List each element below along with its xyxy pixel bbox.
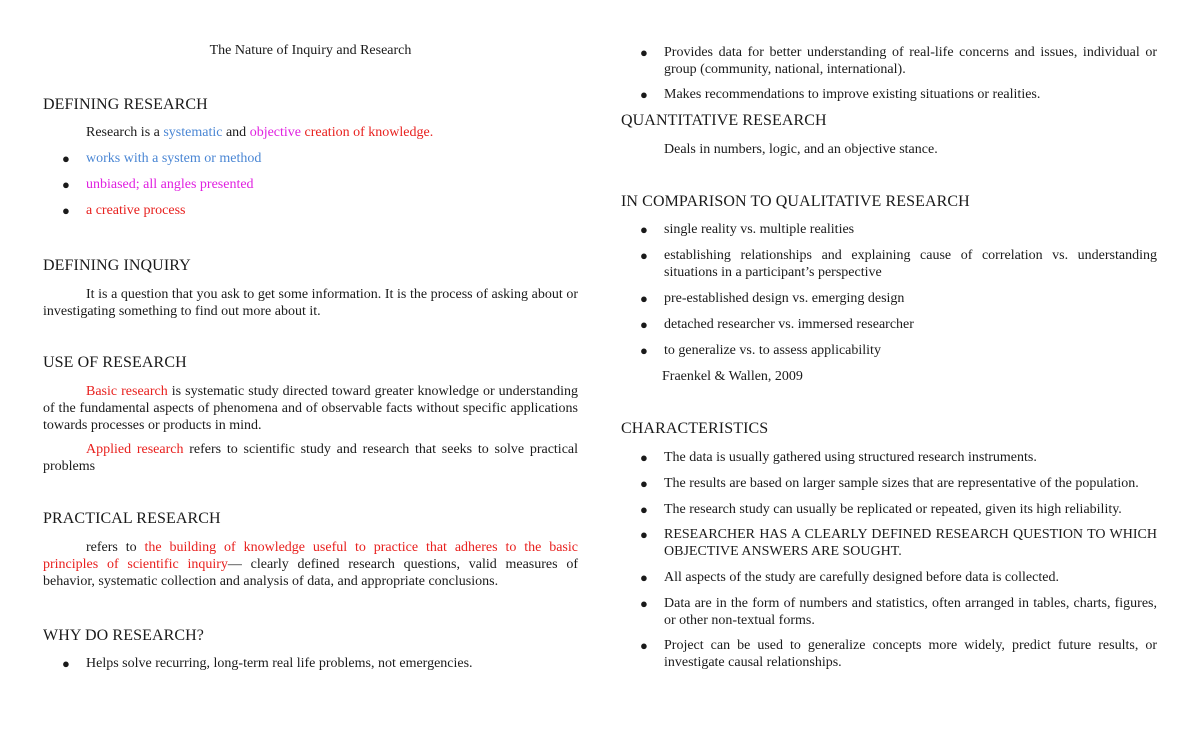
definition-and: and bbox=[222, 125, 250, 140]
list-item bbox=[43, 202, 578, 219]
list-item-text: Helps solve recurring, long-term real life problems, not emergencies. bbox=[86, 656, 473, 671]
list-item-text: a creative process bbox=[86, 203, 186, 218]
list-item bbox=[621, 316, 1157, 333]
definition-prefix: Research is a bbox=[86, 125, 164, 140]
list-item-text: Provides data for better understanding of real-life concerns and issues, individual or group (community, national, international). bbox=[664, 45, 1157, 77]
list-item-text: All aspects of the study are carefully designed before data is collected. bbox=[664, 570, 1059, 585]
bullet-icon: ● bbox=[640, 45, 648, 60]
bullet-icon: ● bbox=[640, 638, 648, 653]
list-item bbox=[43, 176, 578, 193]
list-item bbox=[621, 526, 1157, 560]
list-item-text: The data is usually gathered using structured research instruments. bbox=[664, 450, 1037, 465]
bullet-icon: ● bbox=[640, 248, 648, 263]
list-item bbox=[621, 247, 1157, 281]
bullet-icon: ● bbox=[62, 177, 70, 192]
systematic-term: systematic bbox=[163, 125, 223, 140]
list-item-text: The research study can usually be replicated or repeated, given its high reliability. bbox=[664, 502, 1122, 517]
list-item-text: Data are in the form of numbers and statistics, often arranged in tables, charts, figures, or other non-textual forms. bbox=[664, 596, 1157, 628]
basic-research-text: is systematic study directed toward greater knowledge or understanding of the fundamental aspects of phenomena and of observable facts without specific applications towards processes or products in mind. bbox=[43, 384, 578, 433]
list-item-text: Project can be used to generalize concepts more widely, predict future results, or investigate causal relationships. bbox=[664, 638, 1157, 670]
bullet-icon: ● bbox=[640, 317, 648, 332]
bullet-icon: ● bbox=[640, 450, 648, 465]
practical-rest: — clearly defined research questions, valid measures of behavior, systematic collection and analysis of data, and appropriate conclusions. bbox=[43, 557, 578, 589]
applied-research-paragraph bbox=[43, 441, 578, 475]
bullet-icon: ● bbox=[62, 203, 70, 218]
list-item bbox=[621, 475, 1157, 492]
list-item-text: works with a system or method bbox=[86, 151, 262, 166]
bullet-icon: ● bbox=[62, 151, 70, 166]
list-item bbox=[621, 290, 1157, 307]
list-item bbox=[621, 595, 1157, 629]
list-item bbox=[43, 150, 578, 167]
list-item bbox=[621, 637, 1157, 671]
list-item bbox=[621, 342, 1157, 359]
citation: Fraenkel & Wallen, 2009 bbox=[662, 369, 803, 384]
practical-prefix: refers to bbox=[86, 540, 145, 555]
bullet-icon: ● bbox=[640, 87, 648, 102]
definition-period: . bbox=[429, 125, 434, 140]
heading-defining-research: DEFINING RESEARCH bbox=[43, 96, 208, 113]
objective-term: objective bbox=[249, 125, 301, 140]
practical-research-paragraph bbox=[43, 539, 578, 590]
practical-highlight: the building of knowledge useful to practice that adheres to the basic principles of scientific inquiry bbox=[43, 540, 578, 572]
list-item-text: pre-established design vs. emerging design bbox=[664, 291, 905, 306]
bullet-icon: ● bbox=[640, 291, 648, 306]
applied-research-term: Applied research bbox=[86, 442, 184, 457]
bullet-icon: ● bbox=[640, 502, 648, 517]
list-item-text: RESEARCHER HAS A CLEARLY DEFINED RESEARCH QUESTION TO WHICH OBJECTIVE ANSWERS ARE SOUGHT. bbox=[664, 527, 1157, 559]
list-item-text: The results are based on larger sample sizes that are representative of the population. bbox=[664, 476, 1139, 491]
heading-practical-research: PRACTICAL RESEARCH bbox=[43, 510, 221, 527]
heading-use-of-research: USE OF RESEARCH bbox=[43, 354, 187, 371]
list-item bbox=[621, 221, 1157, 238]
list-item bbox=[621, 44, 1157, 78]
heading-characteristics: CHARACTERISTICS bbox=[621, 420, 769, 437]
list-item bbox=[621, 501, 1157, 518]
inquiry-definition: It is a question that you ask to get some information. It is the process of asking about or investigating something to find out more about it. bbox=[43, 287, 578, 319]
heading-comparison: IN COMPARISON TO QUALITATIVE RESEARCH bbox=[621, 193, 970, 210]
heading-why-research: WHY DO RESEARCH? bbox=[43, 627, 204, 644]
bullet-icon: ● bbox=[640, 596, 648, 611]
list-item-text: to generalize vs. to assess applicability bbox=[664, 343, 881, 358]
heading-defining-inquiry: DEFINING INQUIRY bbox=[43, 257, 191, 274]
research-definition bbox=[43, 124, 578, 141]
heading-quantitative-research: QUANTITATIVE RESEARCH bbox=[621, 112, 827, 129]
bullet-icon: ● bbox=[640, 527, 648, 542]
quantitative-definition: Deals in numbers, logic, and an objective stance. bbox=[664, 142, 938, 157]
applied-research-text: refers to scientific study and research that seeks to solve practical problems bbox=[43, 442, 579, 474]
list-item-text: unbiased; all angles presented bbox=[86, 177, 254, 192]
creation-term: creation of knowledge bbox=[301, 125, 430, 140]
list-item bbox=[621, 86, 1157, 103]
bullet-icon: ● bbox=[640, 570, 648, 585]
list-item bbox=[43, 655, 578, 672]
list-item-text: Makes recommendations to improve existing situations or realities. bbox=[664, 87, 1041, 102]
basic-research-paragraph bbox=[43, 383, 578, 434]
bullet-icon: ● bbox=[640, 343, 648, 358]
bullet-icon: ● bbox=[62, 656, 70, 671]
list-item-text: single reality vs. multiple realities bbox=[664, 222, 855, 237]
list-item bbox=[621, 449, 1157, 466]
list-item-text: detached researcher vs. immersed researcher bbox=[664, 317, 914, 332]
page-title: The Nature of Inquiry and Research bbox=[209, 43, 412, 58]
list-item-text: establishing relationships and explaining cause of correlation vs. understanding situations in a participant’s perspective bbox=[664, 248, 1157, 280]
bullet-icon: ● bbox=[640, 476, 648, 491]
basic-research-term: Basic research bbox=[86, 384, 168, 399]
list-item bbox=[621, 569, 1157, 586]
bullet-icon: ● bbox=[640, 222, 648, 237]
